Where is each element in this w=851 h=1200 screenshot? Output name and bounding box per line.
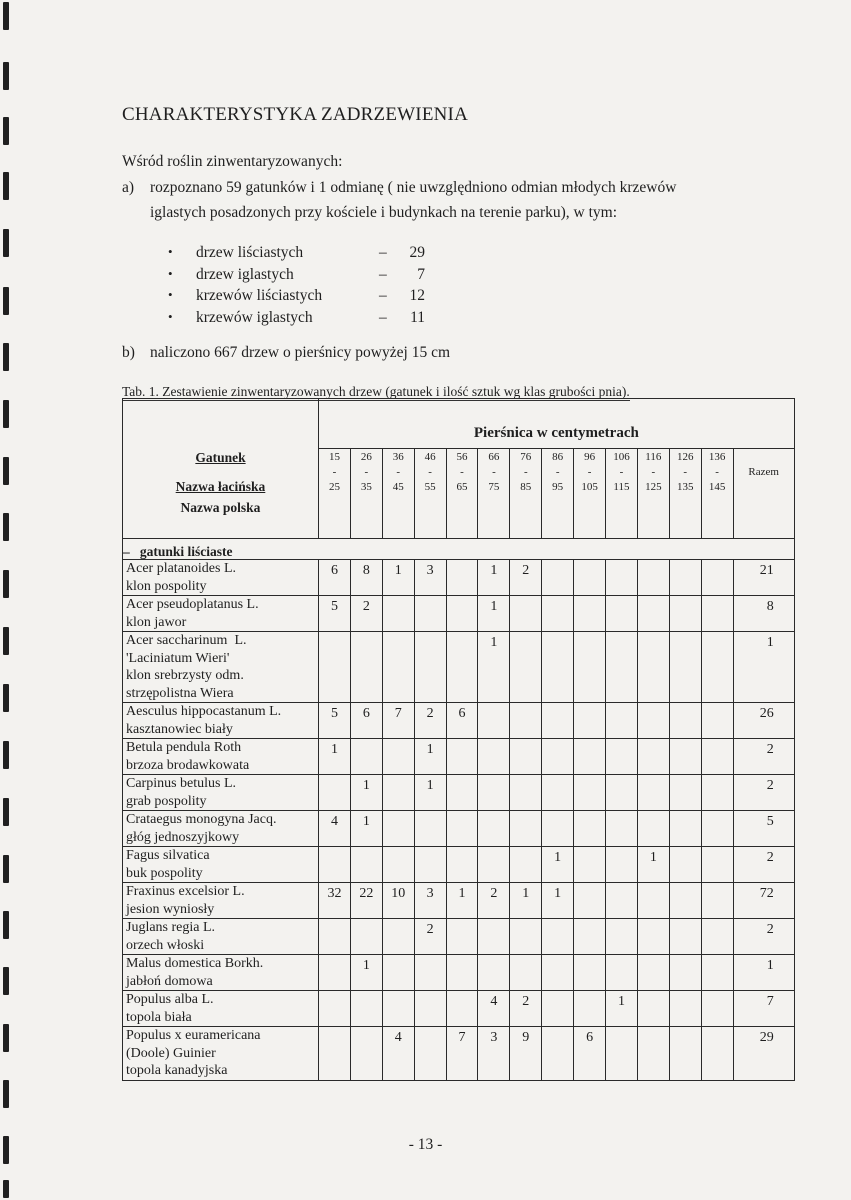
count-cell	[606, 847, 638, 883]
count-cell	[637, 739, 669, 775]
count-cell: 1	[319, 739, 351, 775]
count-cell: 3	[478, 1027, 510, 1081]
paragraph-b-label: b)	[122, 344, 135, 361]
count-cell: 1	[542, 883, 574, 919]
header-range: 15 - 25	[319, 449, 351, 539]
species-name: Acer pseudoplatanus L. klon jawor	[123, 596, 319, 632]
count-cell	[669, 703, 701, 739]
count-cell	[637, 811, 669, 847]
count-cell	[701, 775, 733, 811]
count-cell	[669, 811, 701, 847]
species-name: Populus alba L. topola biała	[123, 991, 319, 1027]
count-cell	[606, 883, 638, 919]
count-cell	[669, 847, 701, 883]
header-range: 66 - 75	[478, 449, 510, 539]
header-range: 36 - 45	[382, 449, 414, 539]
binding-hole	[3, 741, 9, 769]
count-cell	[446, 775, 478, 811]
count-cell	[574, 811, 606, 847]
count-cell	[701, 883, 733, 919]
count-cell: 3	[414, 883, 446, 919]
count-cell	[510, 703, 542, 739]
species-name: Acer platanoides L. klon pospolity	[123, 560, 319, 596]
count-cell	[574, 632, 606, 703]
header-range: 136 - 145	[701, 449, 733, 539]
count-cell	[510, 632, 542, 703]
count-cell	[574, 847, 606, 883]
binding-hole	[3, 684, 9, 712]
count-cell	[637, 1027, 669, 1081]
count-cell	[510, 811, 542, 847]
count-cell	[382, 919, 414, 955]
count-cell	[542, 560, 574, 596]
binding-hole	[3, 570, 9, 598]
count-cell	[446, 596, 478, 632]
count-cell	[637, 560, 669, 596]
count-cell	[382, 991, 414, 1027]
count-cell	[382, 955, 414, 991]
binding-holes	[0, 0, 20, 1200]
count-cell: 1	[478, 560, 510, 596]
count-cell	[446, 955, 478, 991]
count-cell	[606, 919, 638, 955]
count-cell	[701, 596, 733, 632]
table-row	[123, 775, 795, 811]
binding-hole	[3, 513, 9, 541]
group-label: – gatunki liściaste	[123, 539, 795, 560]
count-cell: 22	[350, 883, 382, 919]
count-cell	[542, 811, 574, 847]
count-cell	[574, 955, 606, 991]
count-cell	[382, 811, 414, 847]
binding-hole	[3, 457, 9, 485]
header-species	[123, 399, 319, 539]
total-cell: 5	[733, 811, 794, 847]
total-cell: 1	[733, 632, 794, 703]
count-cell: 4	[382, 1027, 414, 1081]
species-name: Carpinus betulus L. grab pospolity	[123, 775, 319, 811]
total-cell: 2	[733, 847, 794, 883]
count-cell: 7	[446, 1027, 478, 1081]
table-row	[123, 703, 795, 739]
count-cell	[701, 560, 733, 596]
count-cell: 1	[350, 775, 382, 811]
binding-hole	[3, 172, 9, 200]
count-cell	[637, 703, 669, 739]
paragraph-a	[122, 179, 676, 197]
count-cell	[574, 596, 606, 632]
count-cell	[382, 775, 414, 811]
total-cell: 7	[733, 991, 794, 1027]
count-cell	[701, 703, 733, 739]
table-row	[123, 596, 795, 632]
count-cell	[637, 955, 669, 991]
count-cell: 3	[414, 560, 446, 596]
bullet-icon: •	[168, 308, 173, 324]
count-cell: 1	[637, 847, 669, 883]
count-cell: 4	[478, 991, 510, 1027]
count-cell	[606, 775, 638, 811]
count-cell	[574, 775, 606, 811]
count-cell	[637, 991, 669, 1027]
table-row	[123, 955, 795, 991]
count-cell	[574, 739, 606, 775]
total-cell: 8	[733, 596, 794, 632]
count-cell	[414, 847, 446, 883]
count-cell: 2	[414, 919, 446, 955]
count-cell	[350, 1027, 382, 1081]
count-cell	[542, 703, 574, 739]
binding-hole	[3, 400, 9, 428]
count-cell: 6	[574, 1027, 606, 1081]
count-cell: 10	[382, 883, 414, 919]
count-cell	[382, 847, 414, 883]
paragraph-a-line2: iglastych posadzonych przy kościele i budynkach na terenie parku), w tym:	[150, 204, 618, 221]
count-cell	[446, 991, 478, 1027]
count-cell	[414, 632, 446, 703]
count-cell	[414, 1027, 446, 1081]
binding-hole	[3, 855, 9, 883]
count-cell	[446, 919, 478, 955]
binding-hole	[3, 117, 9, 145]
count-cell	[701, 955, 733, 991]
count-cell	[669, 596, 701, 632]
paragraph-b-text: naliczono 667 drzew o pierśnicy powyżej 15 cm	[150, 344, 451, 361]
list-item: • krzewów liściastych – 12	[168, 287, 425, 304]
count-cell	[319, 919, 351, 955]
list-item: • krzewów iglastych – 11	[168, 308, 425, 326]
count-cell	[478, 919, 510, 955]
count-cell	[669, 1027, 701, 1081]
count-cell	[637, 596, 669, 632]
count-cell	[637, 919, 669, 955]
paragraph-a-label: a)	[122, 179, 135, 196]
count-cell: 7	[382, 703, 414, 739]
header-range: 76 - 85	[510, 449, 542, 539]
count-cell	[510, 775, 542, 811]
count-cell	[606, 955, 638, 991]
count-cell	[350, 847, 382, 883]
count-cell	[446, 632, 478, 703]
count-cell: 6	[350, 703, 382, 739]
count-cell: 2	[350, 596, 382, 632]
count-cell	[574, 703, 606, 739]
table-row	[123, 811, 795, 847]
header-latin-name: Nazwa łacińska	[175, 479, 266, 494]
table-row	[123, 560, 795, 596]
page-number: - 13 -	[408, 1136, 443, 1153]
count-cell	[574, 560, 606, 596]
total-cell: 26	[733, 703, 794, 739]
count-cell	[669, 560, 701, 596]
count-cell	[542, 632, 574, 703]
count-cell	[669, 883, 701, 919]
count-cell: 8	[350, 560, 382, 596]
table-row	[123, 632, 795, 703]
count-cell: 6	[446, 703, 478, 739]
count-cell	[446, 847, 478, 883]
count-cell: 1	[350, 811, 382, 847]
count-cell	[319, 847, 351, 883]
page-title: CHARAKTERYSTYKA ZADRZEWIENIA	[122, 104, 468, 125]
count-cell	[701, 739, 733, 775]
count-cell	[606, 703, 638, 739]
paragraph-a-line1: rozpoznano 59 gatunków i 1 odmianę ( nie uwzględniono odmian młodych krzewów	[150, 179, 677, 196]
count-cell	[414, 955, 446, 991]
binding-hole	[3, 1024, 9, 1052]
count-cell	[510, 739, 542, 775]
count-cell	[350, 991, 382, 1027]
count-cell: 1	[414, 739, 446, 775]
count-cell	[382, 632, 414, 703]
total-cell: 21	[733, 560, 794, 596]
species-name: Acer saccharinum L. 'Laciniatum Wieri' klon srebrzysty odm. strzępolistna Wiera	[123, 632, 319, 703]
total-cell: 2	[733, 919, 794, 955]
intro-text: Wśród roślin zinwentaryzowanych:	[122, 153, 343, 170]
count-cell	[446, 811, 478, 847]
binding-hole	[3, 911, 9, 939]
binding-hole	[3, 62, 9, 90]
count-cell	[478, 703, 510, 739]
count-cell: 6	[319, 560, 351, 596]
count-cell	[669, 955, 701, 991]
count-cell	[542, 991, 574, 1027]
header-gatunek: Gatunek	[195, 450, 246, 465]
count-cell	[574, 919, 606, 955]
table-row	[123, 739, 795, 775]
table-row	[123, 847, 795, 883]
count-cell: 2	[510, 991, 542, 1027]
count-cell	[606, 1027, 638, 1081]
header-range: 126 - 135	[669, 449, 701, 539]
count-cell	[574, 991, 606, 1027]
count-cell	[414, 991, 446, 1027]
table-row	[123, 883, 795, 919]
count-cell	[669, 919, 701, 955]
binding-hole	[3, 627, 9, 655]
count-cell: 1	[350, 955, 382, 991]
header-piersnica: Pierśnica w centymetrach	[319, 399, 795, 449]
count-cell: 1	[382, 560, 414, 596]
count-cell	[319, 1027, 351, 1081]
count-cell	[669, 739, 701, 775]
count-cell	[542, 739, 574, 775]
header-range: 116 - 125	[637, 449, 669, 539]
species-name: Betula pendula Roth brzoza brodawkowata	[123, 739, 319, 775]
header-razem: Razem	[733, 449, 794, 539]
count-cell	[606, 739, 638, 775]
count-cell	[637, 775, 669, 811]
total-cell: 1	[733, 955, 794, 991]
bullet-icon: •	[168, 265, 173, 281]
count-cell: 1	[446, 883, 478, 919]
count-cell: 2	[510, 560, 542, 596]
paragraph-b	[122, 344, 450, 362]
table-row	[123, 919, 795, 955]
count-cell	[478, 775, 510, 811]
binding-hole	[3, 229, 9, 257]
count-cell	[510, 919, 542, 955]
count-cell: 1	[542, 847, 574, 883]
count-cell	[382, 739, 414, 775]
bullet-icon: •	[168, 287, 173, 302]
count-cell	[319, 991, 351, 1027]
count-cell	[319, 775, 351, 811]
count-cell	[542, 1027, 574, 1081]
table-header-row	[123, 399, 795, 449]
count-cell	[637, 632, 669, 703]
species-name: Aesculus hippocastanum L. kasztanowiec biały	[123, 703, 319, 739]
count-cell	[319, 955, 351, 991]
table-group-row	[123, 539, 795, 560]
count-cell: 2	[478, 883, 510, 919]
count-cell	[637, 883, 669, 919]
count-cell	[606, 811, 638, 847]
total-cell: 2	[733, 775, 794, 811]
count-cell	[606, 596, 638, 632]
binding-hole	[3, 1180, 9, 1198]
count-cell	[510, 955, 542, 991]
header-range: 56 - 65	[446, 449, 478, 539]
count-cell	[478, 847, 510, 883]
species-name: Crataegus monogyna Jacq. głóg jednoszyjkowy	[123, 811, 319, 847]
table-row	[123, 1027, 795, 1081]
binding-hole	[3, 343, 9, 371]
bullet-icon: •	[168, 244, 173, 259]
header-range: 26 - 35	[350, 449, 382, 539]
count-cell: 32	[319, 883, 351, 919]
count-cell	[510, 847, 542, 883]
total-cell: 29	[733, 1027, 794, 1081]
count-cell	[701, 919, 733, 955]
count-cell: 1	[478, 632, 510, 703]
count-cell	[414, 596, 446, 632]
count-cell	[319, 632, 351, 703]
count-cell	[350, 919, 382, 955]
count-cell: 1	[606, 991, 638, 1027]
binding-hole	[3, 798, 9, 826]
table-row	[123, 991, 795, 1027]
count-cell	[414, 811, 446, 847]
count-cell	[542, 955, 574, 991]
count-cell	[542, 919, 574, 955]
count-cell: 2	[414, 703, 446, 739]
count-cell	[701, 632, 733, 703]
species-name: Populus x euramericana (Doole) Guinier topola kanadyjska	[123, 1027, 319, 1081]
count-cell	[574, 883, 606, 919]
count-cell	[542, 775, 574, 811]
count-cell	[542, 596, 574, 632]
header-range: 96 - 105	[574, 449, 606, 539]
binding-hole	[3, 2, 9, 30]
table-caption: Tab. 1. Zestawienie zinwentaryzowanych drzew (gatunek i ilość sztuk wg klas grubości pnia).	[122, 384, 630, 399]
count-cell: 1	[414, 775, 446, 811]
count-cell	[701, 847, 733, 883]
count-cell	[382, 596, 414, 632]
count-cell: 5	[319, 703, 351, 739]
species-name: Malus domestica Borkh. jabłoń domowa	[123, 955, 319, 991]
count-cell: 1	[510, 883, 542, 919]
count-cell	[510, 596, 542, 632]
species-table	[122, 398, 795, 1081]
header-range: 106 - 115	[606, 449, 638, 539]
count-cell	[478, 811, 510, 847]
total-cell: 2	[733, 739, 794, 775]
species-name: Fagus silvatica buk pospolity	[123, 847, 319, 883]
count-cell	[446, 739, 478, 775]
count-cell	[350, 739, 382, 775]
count-cell	[478, 955, 510, 991]
count-cell	[701, 811, 733, 847]
species-name: Fraxinus excelsior L. jesion wyniosły	[123, 883, 319, 919]
count-cell	[701, 991, 733, 1027]
species-name: Juglans regia L. orzech włoski	[123, 919, 319, 955]
count-cell	[606, 632, 638, 703]
count-cell	[446, 560, 478, 596]
count-cell	[669, 775, 701, 811]
count-cell: 9	[510, 1027, 542, 1081]
header-range: 46 - 55	[414, 449, 446, 539]
count-cell: 4	[319, 811, 351, 847]
binding-hole	[3, 1080, 9, 1108]
count-cell	[350, 632, 382, 703]
binding-hole	[3, 967, 9, 995]
count-cell	[669, 991, 701, 1027]
list-item: • drzew iglastych – 7	[168, 265, 425, 283]
species-count-list	[168, 244, 425, 330]
count-cell	[478, 739, 510, 775]
header-range: 86 - 95	[542, 449, 574, 539]
count-cell	[606, 560, 638, 596]
count-cell	[669, 632, 701, 703]
header-polish-name: Nazwa polska	[180, 500, 261, 515]
list-item: • drzew liściastych – 29	[168, 244, 425, 261]
count-cell: 5	[319, 596, 351, 632]
count-cell	[701, 1027, 733, 1081]
binding-hole	[3, 287, 9, 315]
total-cell: 72	[733, 883, 794, 919]
count-cell: 1	[478, 596, 510, 632]
